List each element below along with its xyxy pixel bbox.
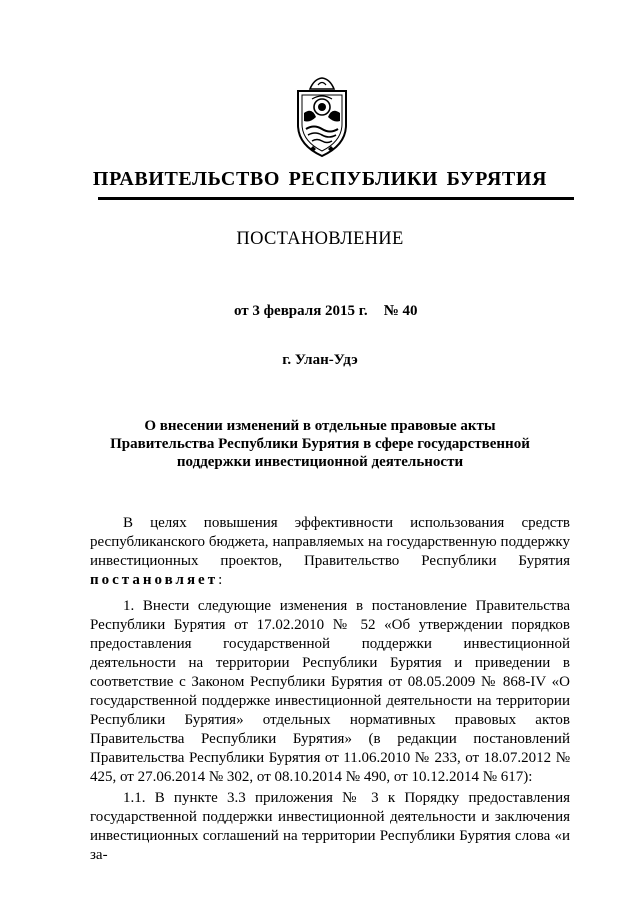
organization-title: ПРАВИТЕЛЬСТВО РЕСПУБЛИКИ БУРЯТИЯ bbox=[92, 168, 548, 190]
item-1-1-paragraph: 1.1. В пункте 3.3 приложения № 3 к Порядку предоставления государственной поддержки инвестиционной деятельности и заключения инвестиционных соглашений на территории Республики Бурятия слова «и за- bbox=[90, 790, 570, 863]
preamble-paragraph bbox=[90, 514, 570, 590]
resolution-keyword: постановляет bbox=[90, 572, 219, 588]
subject-line: О внесении изменений в отдельные правовые акты bbox=[144, 418, 496, 434]
subject-line: Правительства Республики Бурятия в сфере государственной bbox=[110, 436, 530, 452]
document-subject bbox=[70, 417, 570, 471]
document-number: № 40 bbox=[383, 303, 418, 319]
document-date: от 3 февраля 2015 г. bbox=[234, 303, 368, 319]
document-type: ПОСТАНОВЛЕНИЕ bbox=[236, 229, 404, 249]
title-divider bbox=[98, 197, 574, 200]
preamble-text: В целях повышения эффективности использования средств республиканского бюджета, направляемых на государственную поддержку инвестиционных проектов, Правительство Республики Бурятия bbox=[90, 515, 570, 569]
subject-line: поддержки инвестиционной деятельности bbox=[176, 454, 464, 470]
document-date-line bbox=[234, 303, 418, 320]
document-city: г. Улан-Удэ bbox=[282, 352, 358, 368]
preamble-end: : bbox=[218, 572, 223, 588]
item-1-paragraph: 1. Внести следующие изменения в постановление Правительства Республики Бурятия от 17.02.2010 № 52 «Об утверждении порядков предоставления государственной поддержки инвестиционной деятельности на территории Республики Бурятия и приведении в соответствие с Законом Республики Бурятия от 08.05.2009 № 868-IV «О государственной поддержке инвестиционной деятельности на территории Республики Бурятия» отдельных нормативных правовых актов Правительства Республики Бурятия» (в редакции постановлений Правительства Республики Бурятия от 11.06.2010 № 233, от 18.07.2012 № 425, от 27.06.2014 № 302, от 08.10.2014 № 490, от 10.12.2014 № 617): bbox=[90, 598, 570, 785]
buryatia-coat-of-arms-icon bbox=[290, 77, 354, 159]
